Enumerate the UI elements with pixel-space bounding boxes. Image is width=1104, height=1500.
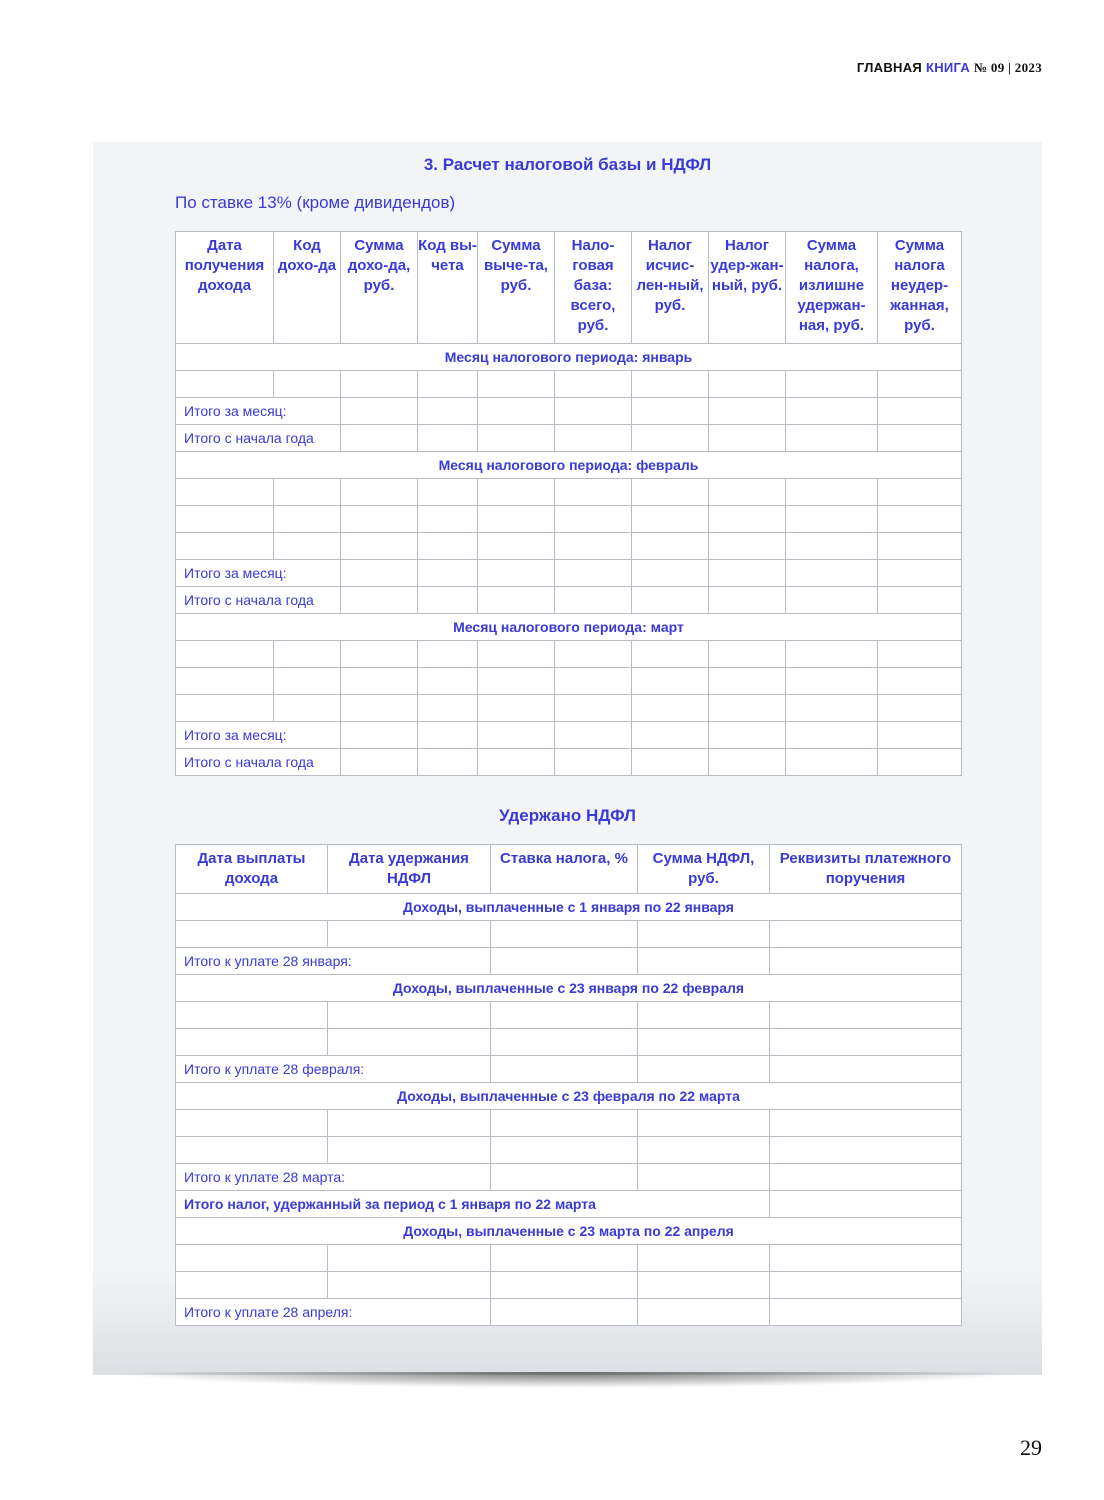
table-cell: [274, 371, 341, 398]
table-cell: [341, 587, 418, 614]
table-cell: [555, 533, 632, 560]
table-cell: [632, 587, 709, 614]
table-cell: [709, 641, 786, 668]
column-header: Код дохо-да: [274, 232, 341, 344]
table-cell: [878, 587, 962, 614]
table-cell: [555, 425, 632, 452]
table-cell: [274, 695, 341, 722]
period-header-row: [176, 1083, 962, 1110]
table-cell: [709, 506, 786, 533]
table-cell: [328, 1245, 491, 1272]
table-cell: [786, 560, 878, 587]
table-cell: [341, 398, 418, 425]
column-header: Нало-говая база: всего, руб.: [555, 232, 632, 344]
table-cell: [176, 641, 274, 668]
table-cell: [770, 1164, 962, 1191]
table-cell: [878, 668, 962, 695]
total-label: Итого к уплате 28 января:: [176, 948, 491, 975]
table-row: [176, 1272, 962, 1299]
table-cell: [770, 1137, 962, 1164]
table-cell: [418, 695, 478, 722]
table-cell: [328, 921, 491, 948]
table-cell: [176, 695, 274, 722]
table-cell: [632, 398, 709, 425]
table-cell: [632, 506, 709, 533]
table-cell: [770, 1029, 962, 1056]
table-cell: [555, 641, 632, 668]
table-cell: [274, 641, 341, 668]
table-cell: [770, 1299, 962, 1326]
table-cell: [786, 749, 878, 776]
total-label: Итого к уплате 28 марта:: [176, 1164, 491, 1191]
table-cell: [491, 1029, 638, 1056]
period-header-row: [176, 1218, 962, 1245]
table-cell: [770, 1002, 962, 1029]
table-cell: [274, 506, 341, 533]
table-cell: [555, 371, 632, 398]
table-cell: [328, 1137, 491, 1164]
page-number: 29: [1020, 1435, 1042, 1460]
month-title: Месяц налогового периода: март: [176, 614, 962, 641]
table-cell: [176, 921, 328, 948]
table-cell: [478, 425, 555, 452]
period-header-row: [176, 894, 962, 921]
period-title: Доходы, выплаченные с 23 марта по 22 апреля: [176, 1218, 962, 1245]
table-cell: [418, 749, 478, 776]
table-cell: [418, 560, 478, 587]
table-cell: [878, 695, 962, 722]
table-cell: [786, 587, 878, 614]
table-cell: [770, 1191, 962, 1218]
month-title: Месяц налогового периода: январь: [176, 344, 962, 371]
table-cell: [709, 398, 786, 425]
table-cell: [770, 1056, 962, 1083]
table-cell: [638, 1002, 770, 1029]
total-row: [176, 1056, 962, 1083]
table-cell: [786, 371, 878, 398]
total-row: [176, 1164, 962, 1191]
table-cell: [176, 506, 274, 533]
column-header: Налог удер-жан-ный, руб.: [709, 232, 786, 344]
table-cell: [491, 948, 638, 975]
column-header: Дата удержания НДФЛ: [328, 845, 491, 894]
column-header: Дата выплаты дохода: [176, 845, 328, 894]
table-cell: [418, 587, 478, 614]
total-label: Итого за месяц:: [176, 560, 341, 587]
total-row: [176, 425, 962, 452]
table-cell: [341, 722, 418, 749]
table-cell: [638, 1056, 770, 1083]
table-cell: [176, 1110, 328, 1137]
table-cell: [274, 479, 341, 506]
table-cell: [709, 479, 786, 506]
table-cell: [632, 533, 709, 560]
table-cell: [709, 722, 786, 749]
table-cell: [478, 722, 555, 749]
table-cell: [709, 587, 786, 614]
table-cell: [878, 425, 962, 452]
masthead-title: ГЛАВНАЯ: [856, 60, 923, 75]
table-cell: [638, 1110, 770, 1137]
table-row: [176, 1029, 962, 1056]
table-cell: [341, 506, 418, 533]
table-cell: [786, 479, 878, 506]
table-cell: [341, 560, 418, 587]
table-cell: [418, 641, 478, 668]
table-cell: [176, 533, 274, 560]
table-cell: [341, 695, 418, 722]
table-cell: [786, 506, 878, 533]
rate-label: По ставке 13% (кроме дивидендов): [175, 193, 456, 212]
table-cell: [770, 1245, 962, 1272]
table-cell: [418, 398, 478, 425]
table-cell: [555, 722, 632, 749]
table-row: [176, 695, 962, 722]
table-cell: [638, 1137, 770, 1164]
table-cell: [478, 695, 555, 722]
column-header: Налог исчис-лен-ный, руб.: [632, 232, 709, 344]
month-title: Месяц налогового периода: февраль: [176, 452, 962, 479]
table-cell: [341, 641, 418, 668]
total-label: Итого с начала года: [176, 587, 341, 614]
table-cell: [878, 722, 962, 749]
month-header-row: [176, 614, 962, 641]
column-header: Сумма дохо-да, руб.: [341, 232, 418, 344]
table-cell: [878, 398, 962, 425]
total-label: Итого с начала года: [176, 749, 341, 776]
period-title: Доходы, выплаченные с 1 января по 22 января: [176, 894, 962, 921]
total-row: [176, 722, 962, 749]
table-cell: [341, 668, 418, 695]
table-cell: [341, 371, 418, 398]
table-cell: [341, 533, 418, 560]
withheld-title: Удержано НДФЛ: [499, 806, 636, 825]
table-cell: [555, 479, 632, 506]
table-cell: [632, 668, 709, 695]
table-cell: [491, 1002, 638, 1029]
total-label: Итого к уплате 28 апреля:: [176, 1299, 491, 1326]
table-cell: [878, 371, 962, 398]
total-row: [176, 948, 962, 975]
total-row: [176, 1299, 962, 1326]
total-label: Итого за месяц:: [176, 722, 341, 749]
masthead-issue: № 09 | 2023: [974, 60, 1042, 75]
column-header: Код вы-чета: [418, 232, 478, 344]
table-cell: [418, 722, 478, 749]
table-cell: [478, 506, 555, 533]
withheld-table: [175, 844, 962, 1326]
table-cell: [632, 695, 709, 722]
table-row: [176, 668, 962, 695]
table-cell: [709, 695, 786, 722]
table-cell: [878, 479, 962, 506]
table-cell: [786, 668, 878, 695]
table-cell: [418, 425, 478, 452]
table-cell: [786, 641, 878, 668]
table-row: [176, 479, 962, 506]
total-row: [176, 398, 962, 425]
table-cell: [770, 1110, 962, 1137]
column-header: Сумма НДФЛ, руб.: [638, 845, 770, 894]
table-cell: [328, 1029, 491, 1056]
table-row: [176, 641, 962, 668]
table-cell: [638, 921, 770, 948]
table-cell: [709, 668, 786, 695]
table-cell: [176, 1002, 328, 1029]
table-row: [176, 371, 962, 398]
table-row: [176, 533, 962, 560]
table-cell: [786, 425, 878, 452]
table-cell: [328, 1272, 491, 1299]
table-cell: [478, 560, 555, 587]
table-cell: [709, 425, 786, 452]
table-cell: [709, 533, 786, 560]
masthead-accent: КНИГА: [925, 60, 971, 75]
table-cell: [176, 1272, 328, 1299]
table-cell: [274, 533, 341, 560]
table-cell: [632, 560, 709, 587]
masthead: [857, 60, 1042, 76]
column-header: Ставка налога, %: [491, 845, 638, 894]
table-cell: [491, 1137, 638, 1164]
table-cell: [418, 668, 478, 695]
table-cell: [418, 506, 478, 533]
table-cell: [176, 1137, 328, 1164]
table-cell: [632, 641, 709, 668]
total-row: [176, 587, 962, 614]
table-cell: [418, 371, 478, 398]
table-cell: [632, 425, 709, 452]
column-header: Дата получения дохода: [176, 232, 274, 344]
grand-total-label: Итого налог, удержанный за период с 1 января по 22 марта: [176, 1191, 770, 1218]
total-label: Итого с начала года: [176, 425, 341, 452]
table-cell: [555, 668, 632, 695]
table-cell: [418, 479, 478, 506]
table-cell: [709, 371, 786, 398]
table-cell: [632, 722, 709, 749]
table-cell: [491, 1245, 638, 1272]
column-header: Сумма выче-та, руб.: [478, 232, 555, 344]
table-cell: [491, 1299, 638, 1326]
total-label: Итого за месяц:: [176, 398, 341, 425]
table-cell: [632, 479, 709, 506]
column-header: Сумма налога неудер-жанная, руб.: [878, 232, 962, 344]
table-cell: [770, 921, 962, 948]
table-row: [176, 1110, 962, 1137]
table-cell: [555, 749, 632, 776]
period-header-row: [176, 975, 962, 1002]
period-title: Доходы, выплаченные с 23 февраля по 22 марта: [176, 1083, 962, 1110]
table-cell: [555, 506, 632, 533]
table-cell: [176, 668, 274, 695]
table-cell: [176, 479, 274, 506]
table-cell: [786, 695, 878, 722]
grand-total-row: [176, 1191, 962, 1218]
table-cell: [638, 1164, 770, 1191]
table-cell: [878, 506, 962, 533]
table-cell: [176, 1245, 328, 1272]
table-cell: [878, 533, 962, 560]
table-cell: [341, 749, 418, 776]
table-cell: [176, 1029, 328, 1056]
table-cell: [709, 560, 786, 587]
table-cell: [638, 1272, 770, 1299]
table-row: [176, 1002, 962, 1029]
table-row: [176, 921, 962, 948]
table-cell: [478, 533, 555, 560]
total-row: [176, 560, 962, 587]
table-cell: [478, 668, 555, 695]
table-cell: [555, 587, 632, 614]
panel-shadow: [112, 1372, 1022, 1388]
table-cell: [418, 533, 478, 560]
table-cell: [638, 948, 770, 975]
table-cell: [709, 749, 786, 776]
tax-base-table: [175, 231, 962, 776]
table-cell: [638, 1245, 770, 1272]
table-cell: [341, 479, 418, 506]
column-header: Реквизиты платежного поручения: [770, 845, 962, 894]
table-cell: [555, 398, 632, 425]
table-cell: [770, 1272, 962, 1299]
table-cell: [632, 371, 709, 398]
month-header-row: [176, 452, 962, 479]
table-cell: [274, 668, 341, 695]
table-cell: [878, 560, 962, 587]
table-cell: [638, 1029, 770, 1056]
table-cell: [491, 1164, 638, 1191]
table-cell: [555, 695, 632, 722]
month-header-row: [176, 344, 962, 371]
total-label: Итого к уплате 28 февраля:: [176, 1056, 491, 1083]
section-title: 3. Расчет налоговой базы и НДФЛ: [423, 155, 712, 174]
table-cell: [176, 371, 274, 398]
period-title: Доходы, выплаченные с 23 января по 22 февраля: [176, 975, 962, 1002]
table-cell: [786, 722, 878, 749]
table-row: [176, 506, 962, 533]
table-row: [176, 1245, 962, 1272]
table-cell: [491, 1272, 638, 1299]
table-cell: [328, 1002, 491, 1029]
table-cell: [491, 1110, 638, 1137]
table-cell: [478, 398, 555, 425]
table-cell: [878, 641, 962, 668]
table-cell: [478, 641, 555, 668]
table-row: [176, 1137, 962, 1164]
table-cell: [638, 1299, 770, 1326]
column-header: Сумма налога, излишне удержан-ная, руб.: [786, 232, 878, 344]
table-cell: [878, 749, 962, 776]
table-cell: [491, 1056, 638, 1083]
table-cell: [478, 587, 555, 614]
table-cell: [786, 533, 878, 560]
table-cell: [478, 749, 555, 776]
table-cell: [632, 749, 709, 776]
table-cell: [478, 371, 555, 398]
table-cell: [328, 1110, 491, 1137]
total-row: [176, 749, 962, 776]
table-cell: [770, 948, 962, 975]
table-cell: [478, 479, 555, 506]
table-cell: [786, 398, 878, 425]
table-cell: [341, 425, 418, 452]
table-cell: [555, 560, 632, 587]
table-cell: [491, 921, 638, 948]
